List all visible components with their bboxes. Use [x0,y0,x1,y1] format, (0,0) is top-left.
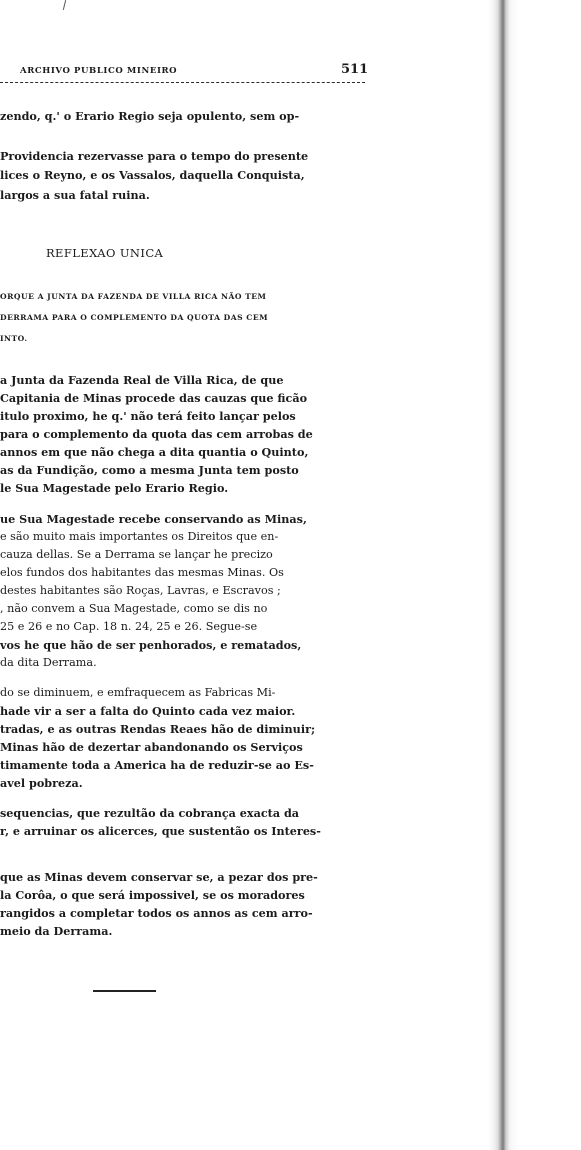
binding-gutter [488,0,581,1150]
text-line: elos fundos dos habitantes das mesmas Minas. Os [0,566,284,579]
text-line: 25 e 26 e no Cap. 18 n. 24, 25 e 26. Segue-se [0,620,258,633]
text-line: destes habitantes são Roças, Lavras, e Escravos ; [0,584,281,597]
text-line: zendo, q.' o Erario Regio seja opulento, sem op- [0,109,300,123]
text-line: itulo proximo, he q.' não terá feito lançar pelos [0,409,296,423]
running-header [0,62,370,80]
section-subheading-line: ORQUE A JUNTA DA FAZENDA DE VILLA RICA NÃO TEM [0,292,267,301]
text-line: para o complemento da quota das cem arrobas de [0,427,313,441]
text-line: e são muito mais importantes os Direitos que en- [0,530,279,543]
header-rule [0,82,365,83]
text-line: Providencia rezervasse para o tempo do presente [0,149,309,163]
section-subheading-line: INTO. [0,334,28,343]
text-line: timamente toda a America ha de reduzir-se ao Es- [0,758,314,772]
text-line: lices o Reyno, e os Vassalos, daquella Conquista, [0,168,305,182]
text-line: largos a sua fatal ruina. [0,188,150,202]
section-subheading-line: DERRAMA PARA O COMPLEMENTO DA QUOTA DAS CEM [0,313,269,322]
text-line: , não convem a Sua Magestade, como se dis no [0,602,268,615]
text-line: hade vir a ser a falta do Quinto cada vez maior. [0,704,296,718]
text-line: vos he que hão de ser penhorados, e rematados, [0,638,302,652]
text-line: la Corôa, o que será impossivel, se os moradores [0,888,305,902]
text-line: tradas, e as outras Rendas Reaes hão de diminuir; [0,722,316,736]
end-rule [93,990,156,992]
text-line: cauza dellas. Se a Derrama se lançar he precizo [0,548,273,561]
text-line: Capitania de Minas procede das cauzas que ficão [0,391,308,405]
page-number: 511 [341,62,369,77]
running-title: ARCHIVO PUBLICO MINEIRO [20,66,178,76]
text-line: meio da Derrama. [0,924,113,938]
scan-mark [63,0,66,10]
text-line: do se diminuem, e emfraquecem as Fabricas Mi- [0,686,276,699]
text-line: r, e arruinar os alicerces, que sustentão os Interes- [0,824,321,838]
text-line: le Sua Magestade pelo Erario Regio. [0,481,229,495]
text-line: as da Fundição, como a mesma Junta tem posto [0,463,299,477]
text-line: a Junta da Fazenda Real de Villa Rica, de que [0,373,284,387]
text-line: ue Sua Magestade recebe conservando as Minas, [0,512,307,526]
text-line: que as Minas devem conservar se, a pezar dos pre- [0,870,318,884]
section-heading: REFLEXAO UNICA [46,246,164,260]
text-line: da dita Derrama. [0,656,97,669]
text-line: sequencias, que rezultão da cobrança exacta da [0,806,300,820]
text-line: Minas hão de dezertar abandonando os Serviços [0,740,303,754]
text-line: avel pobreza. [0,776,83,790]
text-line: annos em que não chega a dita quantia o Quinto, [0,445,309,459]
text-line: rangidos a completar todos os annos as cem arro- [0,906,313,920]
